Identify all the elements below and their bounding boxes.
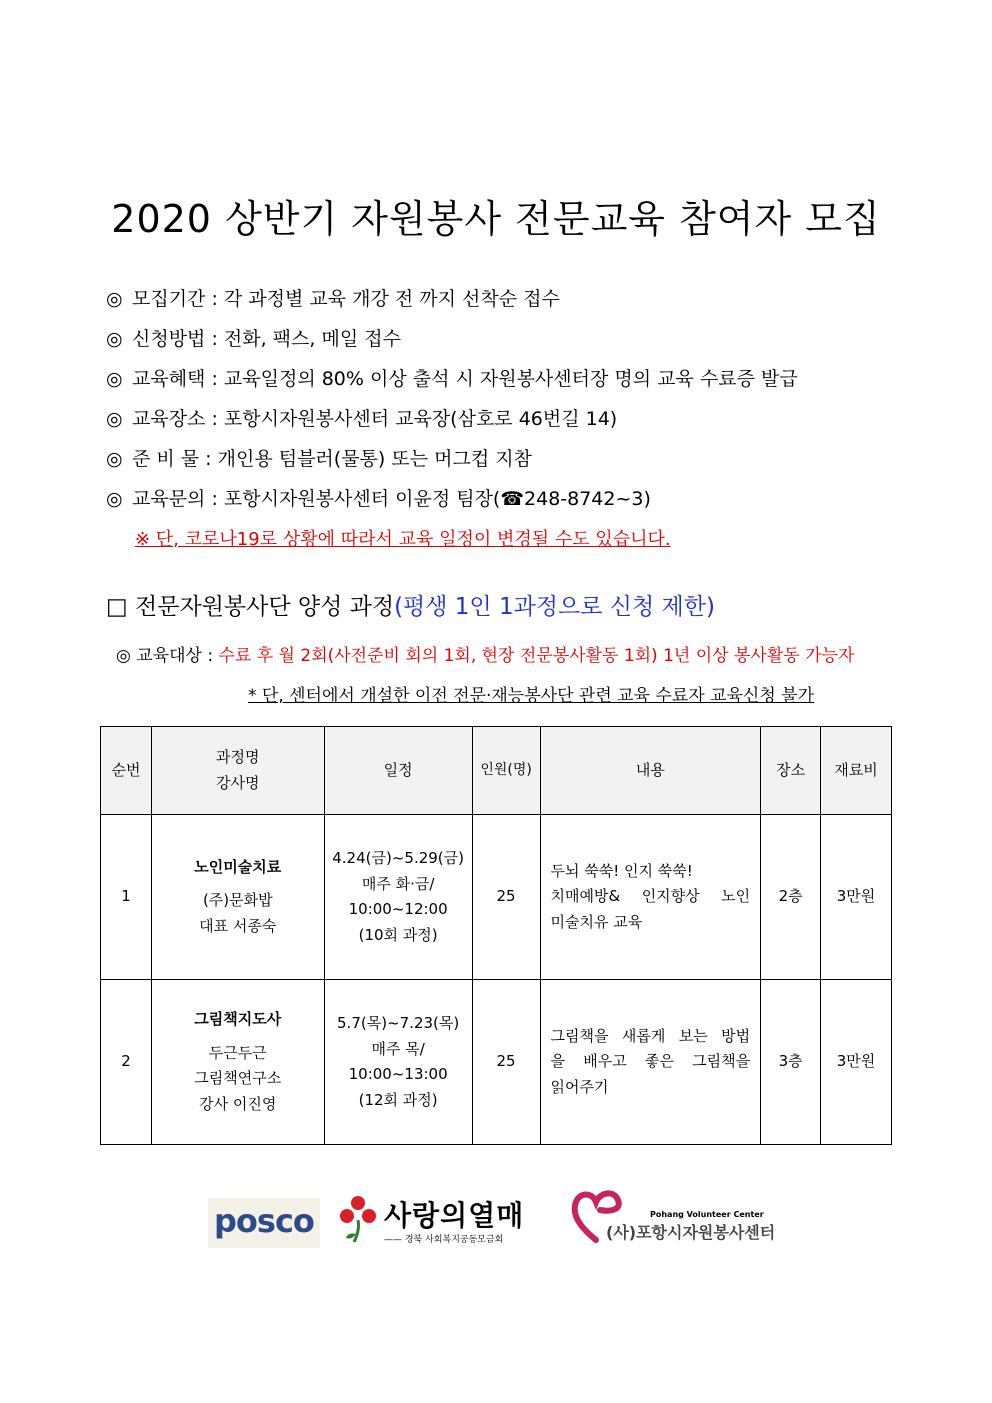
double-circle-icon: ◎ — [116, 646, 131, 666]
pvc-korean-name: (사)포항시자원봉사센터 — [606, 1223, 776, 1242]
info-text: 교육문의 : 포항시자원봉사센터 이윤정 팀장(☎248-8742~3) — [132, 488, 651, 510]
instructor-line: 강사 이진영 — [199, 1094, 277, 1113]
instructor-line: (주)문화밥 — [202, 891, 273, 910]
header-course-line1: 과정명 — [216, 748, 260, 766]
info-text: 준 비 물 : 개인용 텀블러(물통) 또는 머그컵 지참 — [132, 448, 532, 470]
instructor-line: 대표 서종숙 — [199, 916, 277, 935]
schedule-line: 10:00~12:00 — [348, 900, 448, 918]
cell-course — [151, 980, 324, 1145]
header-fee: 재료비 — [821, 727, 892, 815]
header-no: 순번 — [101, 727, 152, 815]
header-course — [151, 727, 324, 815]
cell-no: 2 — [101, 980, 152, 1145]
table-row — [101, 980, 892, 1145]
double-circle-icon: ◎ — [106, 448, 123, 470]
course-name: 그림책지도사 — [194, 1010, 282, 1028]
instructor-line: 두근두근 — [208, 1043, 267, 1062]
info-text: 모집기간 : 각 과정별 교육 개강 전 까지 선착순 접수 — [132, 288, 560, 310]
cell-course — [151, 815, 324, 980]
header-schedule: 일정 — [324, 727, 472, 815]
cell-place: 2층 — [761, 815, 821, 980]
double-circle-icon: ◎ — [106, 408, 123, 430]
target-note: * 단, 센터에서 개설한 이전 전문·재능봉사단 관련 교육 수료자 교육신청 불가 — [248, 686, 815, 706]
cell-no: 1 — [101, 815, 152, 980]
course-name: 노인미술치료 — [194, 857, 282, 876]
info-line-supplies — [106, 444, 532, 471]
cell-capacity: 25 — [472, 815, 540, 980]
cell-schedule — [324, 815, 472, 980]
header-place: 장소 — [761, 727, 821, 815]
info-line-benefit — [106, 364, 798, 391]
sponsor-logos — [0, 1188, 992, 1258]
info-line-apply-method — [106, 324, 401, 351]
info-text: 신청방법 : 전화, 팩스, 메일 접수 — [132, 328, 401, 350]
info-text: 교육혜택 : 교육일정의 80% 이상 출석 시 자원봉사센터장 명의 교육 수료증 발급 — [132, 368, 798, 390]
table-header-row — [101, 727, 892, 815]
education-target — [116, 641, 854, 666]
content-line: 치매예방& 인지향상 노인 — [550, 887, 751, 906]
schedule-line: 10:00~13:00 — [348, 1065, 448, 1083]
schedule-line: 매주 화·금/ — [361, 874, 435, 893]
schedule-line: 매주 목/ — [371, 1039, 425, 1058]
section-limit: (평생 1인 1과정으로 신청 제한) — [394, 594, 715, 620]
content-line: 을 배우고 좋은 그림책을 — [550, 1052, 751, 1071]
content-line: 두뇌 쑥쑥! 인지 쑥쑥! — [550, 861, 693, 880]
double-circle-icon: ◎ — [106, 488, 123, 510]
page-title: 2020 상반기 자원봉사 전문교육 참여자 모집 — [111, 197, 881, 241]
love-fruit-subtext: —— 경북 사회복지공동모금회 — [384, 1235, 504, 1245]
section-heading — [106, 588, 715, 621]
target-label: 교육대상 : — [136, 646, 214, 666]
square-box-icon: □ — [106, 594, 128, 620]
content-line: 미술치유 교육 — [550, 912, 643, 931]
target-text: 수료 후 월 2회(사전준비 회의 1회, 현장 전문봉사활동 1회) 1년 이상 봉사활동 가능자 — [218, 646, 855, 666]
pvc-english-name: Pohang Volunteer Center — [650, 1210, 764, 1219]
cell-schedule — [324, 980, 472, 1145]
section-title: 전문자원봉사단 양성 과정 — [135, 594, 395, 620]
header-capacity: 인원(명) — [472, 727, 540, 815]
schedule-line: 4.24(금)~5.29(금) — [332, 849, 464, 867]
posco-logo: posco — [208, 1198, 320, 1248]
schedule-line: (10회 과정) — [358, 925, 438, 944]
info-line-location — [106, 404, 617, 431]
table-row — [101, 815, 892, 980]
content-line: 그림책을 새롭게 보는 방법 — [550, 1026, 751, 1045]
instructor-line: 그림책연구소 — [194, 1069, 282, 1087]
double-circle-icon: ◎ — [106, 328, 123, 350]
cell-fee: 3만원 — [821, 980, 892, 1145]
double-circle-icon: ◎ — [106, 288, 123, 310]
cell-content — [540, 980, 761, 1145]
cell-fee: 3만원 — [821, 815, 892, 980]
love-fruit-icon — [338, 1194, 378, 1244]
info-text: 교육장소 : 포항시자원봉사센터 교육장(삼호로 46번길 14) — [132, 408, 618, 430]
content-line: 읽어주기 — [550, 1077, 609, 1096]
love-fruit-logo-text: 사랑의열매 — [384, 1199, 525, 1232]
header-content: 내용 — [540, 727, 761, 815]
cell-capacity: 25 — [472, 980, 540, 1145]
schedule-line: (12회 과정) — [358, 1090, 438, 1109]
course-table — [100, 726, 892, 1145]
covid-notice: ※ 단, 코로나19로 상황에 따라서 교육 일정이 변경될 수도 있습니다. — [135, 529, 671, 550]
info-line-inquiry — [106, 484, 651, 511]
cell-content — [540, 815, 761, 980]
double-circle-icon: ◎ — [106, 368, 123, 390]
schedule-line: 5.7(목)~7.23(목) — [337, 1014, 460, 1032]
cell-place: 3층 — [761, 980, 821, 1145]
header-course-line2: 강사명 — [216, 773, 260, 792]
info-line-recruit-period — [106, 284, 560, 311]
